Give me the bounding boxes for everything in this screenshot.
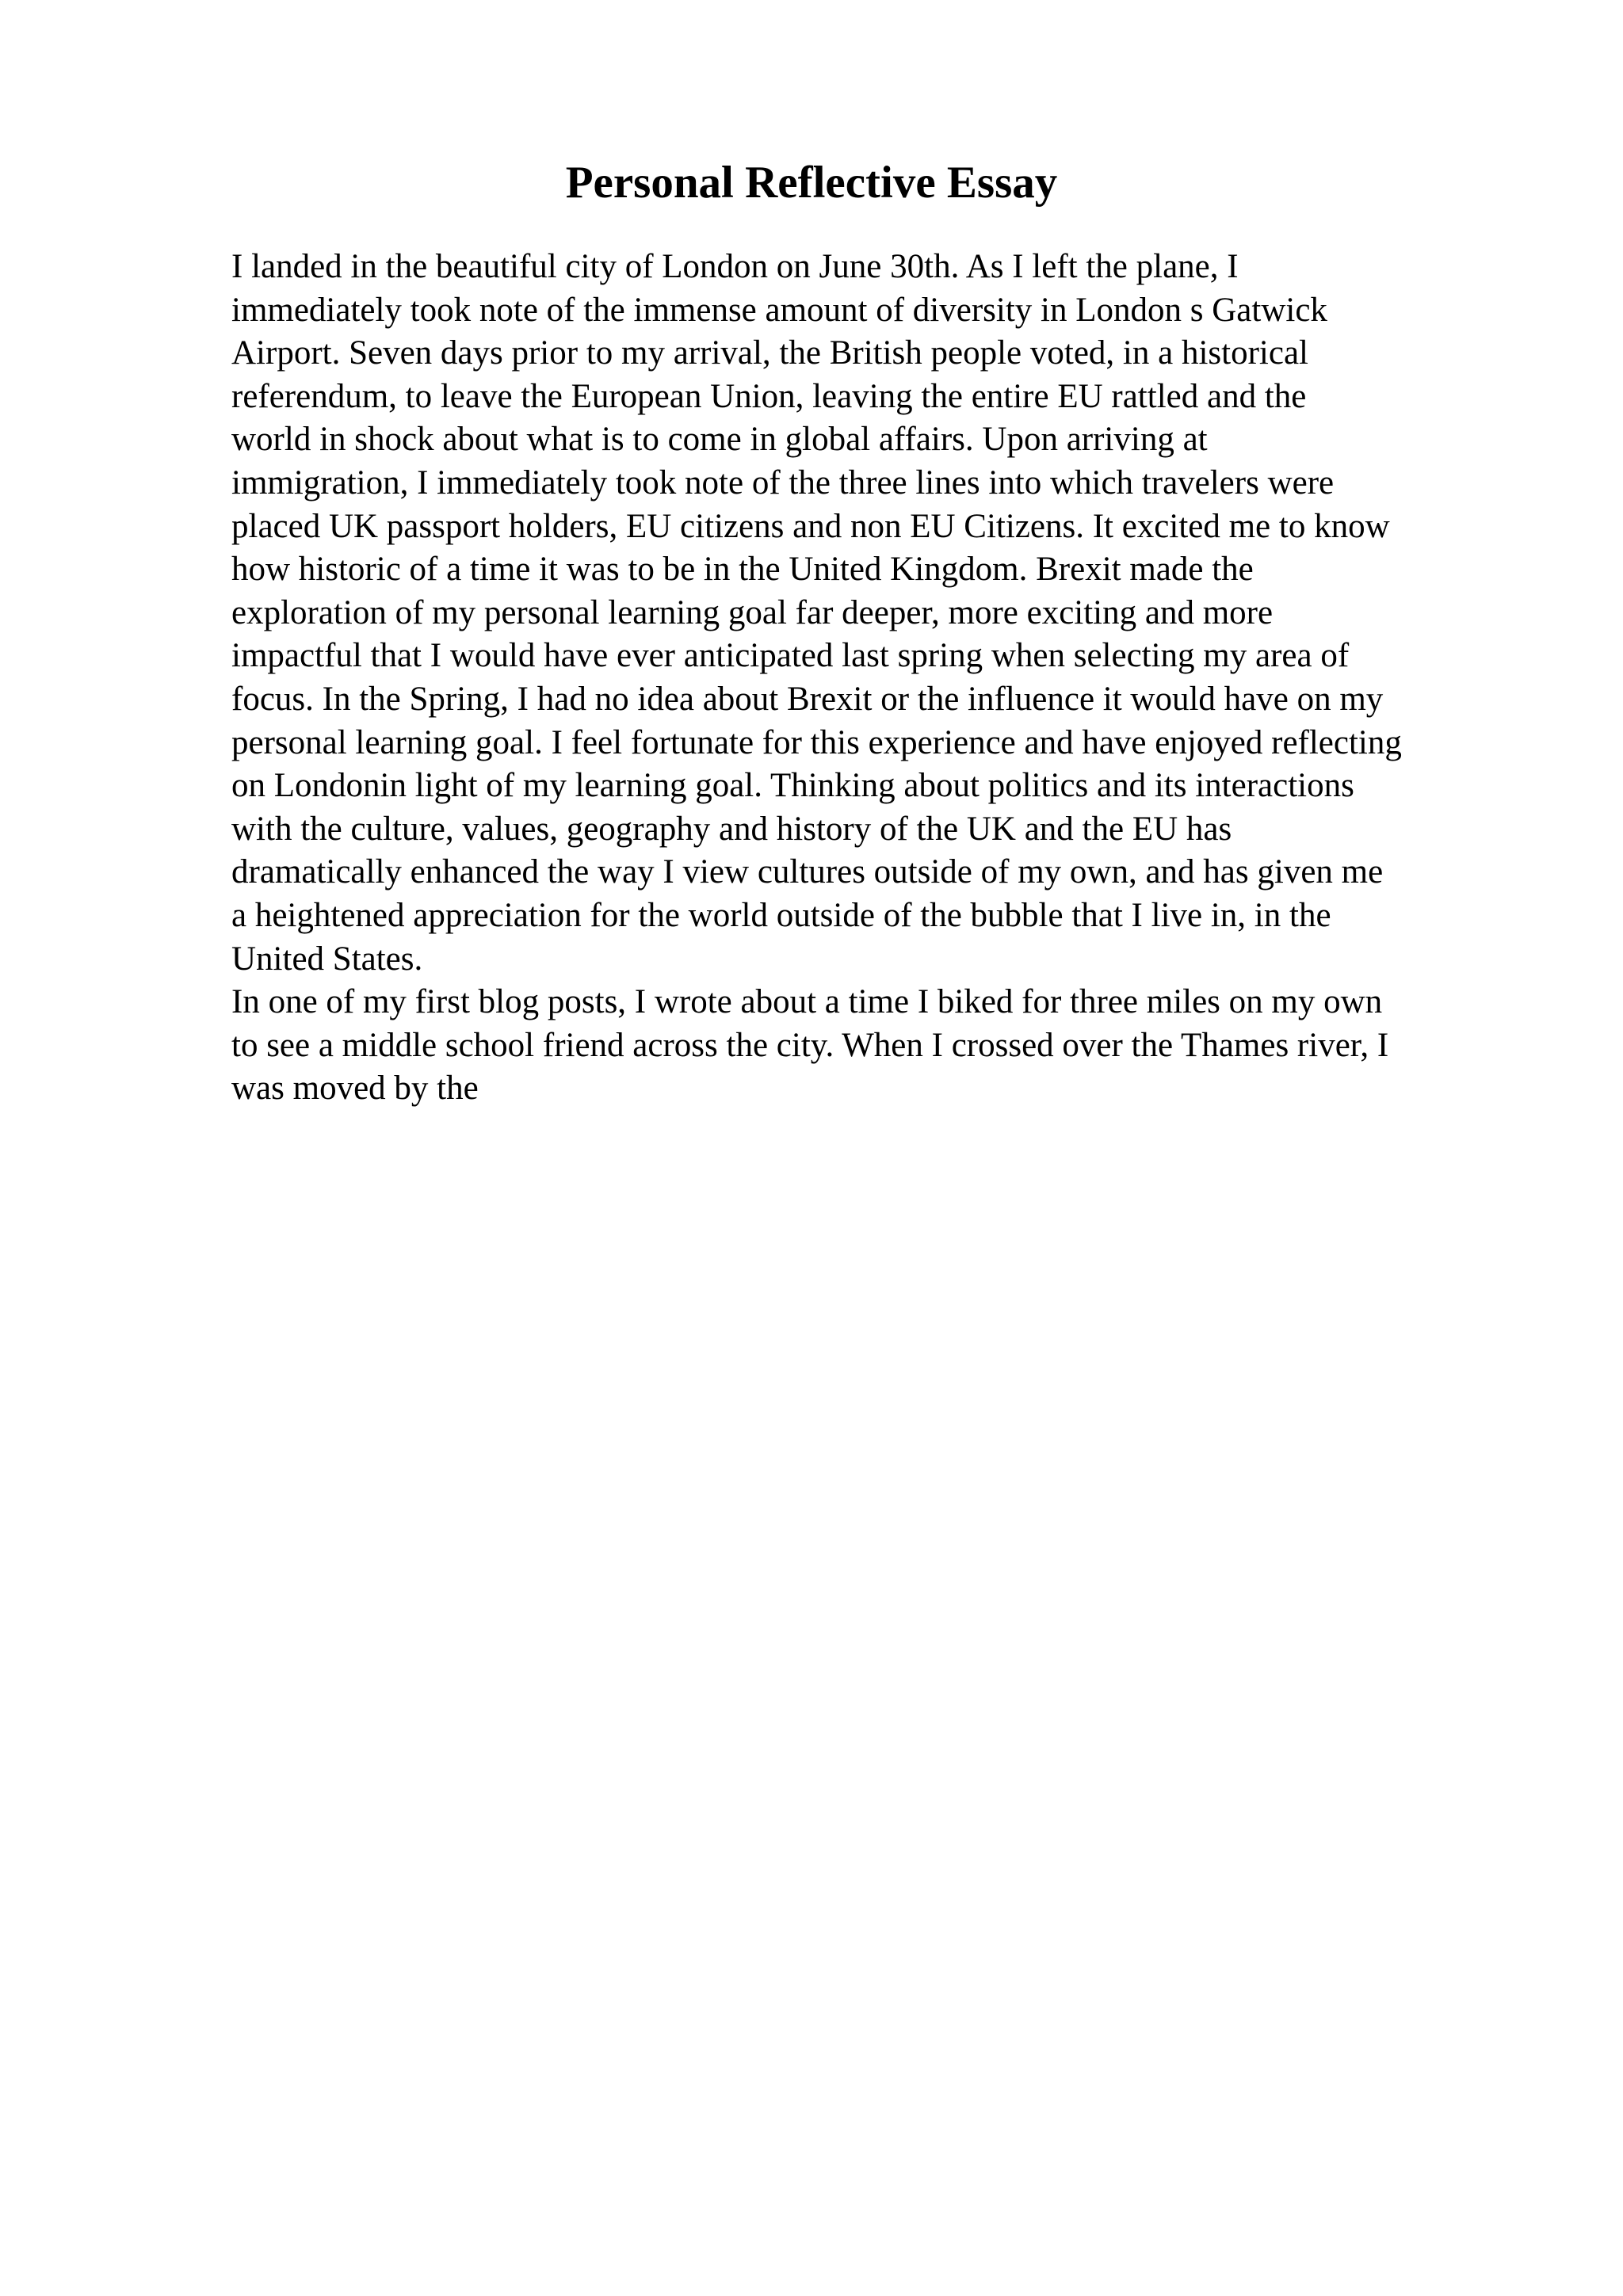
text-line: I landed in the beautiful city of London on June 30th. As I left the plane, I (231, 248, 1239, 285)
text-line: In one of my first blog posts, I wrote about a time I biked for three miles on my own (231, 983, 1383, 1021)
text-line: was moved by the (231, 1070, 479, 1108)
text-line: Airport. Seven days prior to my arrival, the British people voted, in a historical (231, 334, 1308, 372)
text-line: dramatically enhanced the way I view cultures outside of my own, and has given me (231, 853, 1384, 891)
text-line: immediately took note of the immense amount of diversity in London s Gatwick (231, 291, 1327, 329)
text-line: focus. In the Spring, I had no idea about Brexit or the influence it would have on my (231, 680, 1384, 718)
text-line: personal learning goal. I feel fortunate for this experience and have enjoyed reflecting (231, 723, 1402, 761)
text-line: with the culture, values, geography and history of the UK and the EU has (231, 810, 1232, 848)
text-line: world in shock about what is to come in global affairs. Upon arriving at (231, 421, 1208, 459)
text-line: immigration, I immediately took note of the three lines into which travelers were (231, 463, 1335, 502)
page-title: Personal Reflective Essay (565, 158, 1058, 208)
essay-body (231, 246, 1594, 1111)
text-line: placed UK passport holders, EU citizens and non EU Citizens. It excited me to know (231, 507, 1390, 545)
text-line: to see a middle school friend across the city. When I crossed over the Thames river, I (231, 1026, 1389, 1064)
text-line: United States. (231, 940, 423, 978)
text-line: on Londonin light of my learning goal. Thinking about politics and its interactions (231, 767, 1354, 805)
text-line: exploration of my personal learning goal far deeper, more exciting and more (231, 593, 1274, 631)
text-line: referendum, to leave the European Union, leaving the entire EU rattled and the (231, 377, 1307, 415)
text-line: impactful that I would have ever anticipated last spring when selecting my area of (231, 637, 1350, 675)
text-line: how historic of a time it was to be in the United Kingdom. Brexit made the (231, 551, 1254, 589)
text-line: a heightened appreciation for the world outside of the bubble that I live in, in the (231, 896, 1331, 934)
